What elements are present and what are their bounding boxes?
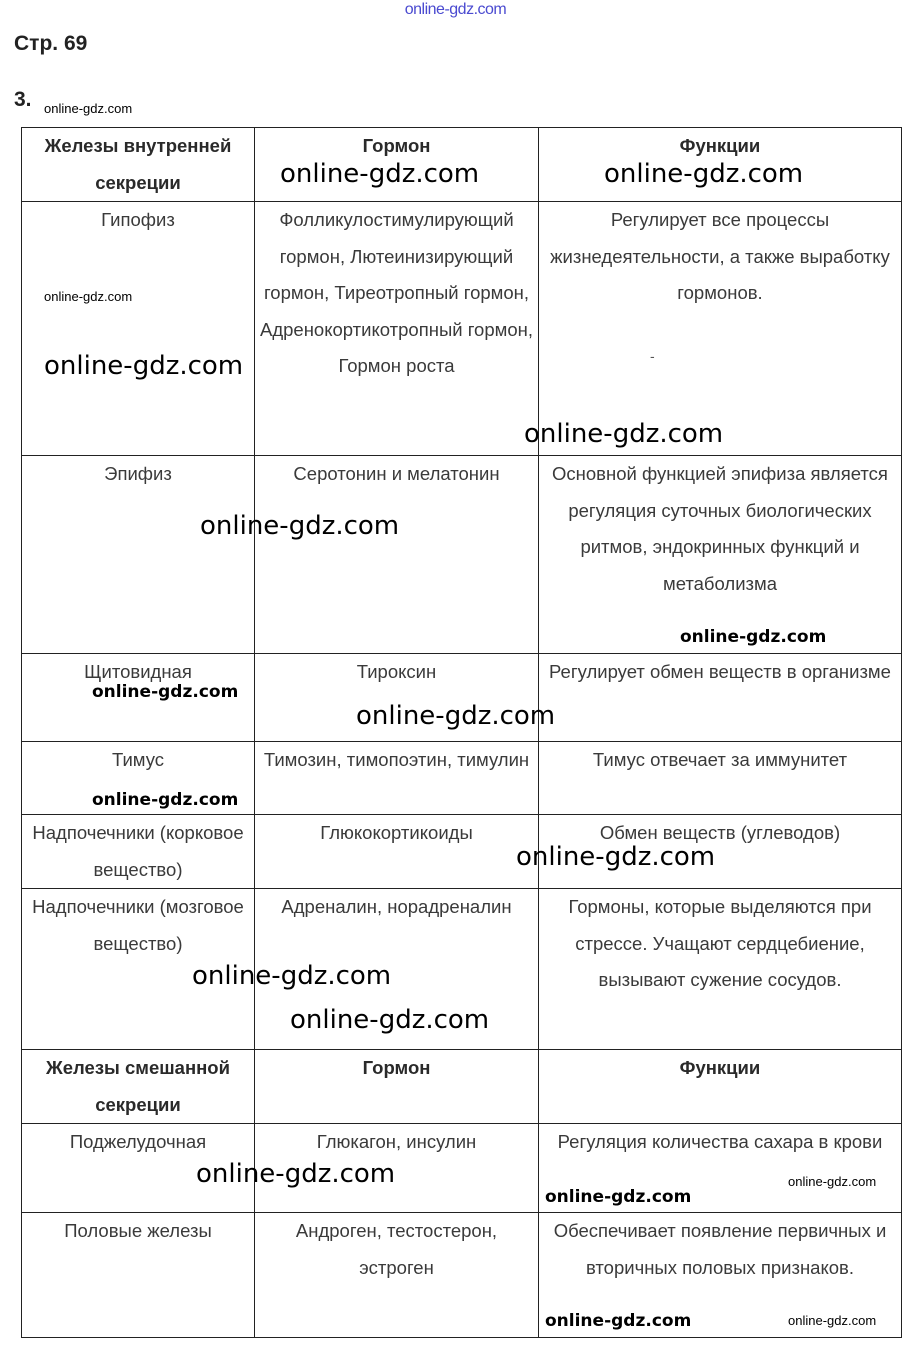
watermark: online-gdz.com xyxy=(545,1187,692,1207)
watermark: online-gdz.com xyxy=(44,289,133,304)
watermark: online-gdz.com xyxy=(44,351,244,381)
cell-hormone: Серотонин и мелатонин xyxy=(255,456,539,654)
watermark: online-gdz.com xyxy=(200,511,400,541)
table-row xyxy=(22,815,902,889)
top-watermark: online-gdz.com xyxy=(404,1,507,18)
watermark: online-gdz.com xyxy=(356,701,556,731)
table-row xyxy=(22,202,902,456)
glands-table xyxy=(21,127,902,1338)
cell-gland: Поджелудочная xyxy=(22,1124,255,1213)
watermark: online-gdz.com xyxy=(280,159,480,189)
table-row xyxy=(22,1213,902,1338)
cell-function: Обеспечивает появление первичных и вторичных половых признаков. xyxy=(539,1213,902,1338)
table-row xyxy=(22,1124,902,1213)
cell-hormone: Глюкагон, инсулин xyxy=(255,1124,539,1213)
cell-gland: Надпочечники (корковое вещество) xyxy=(22,815,255,889)
cell-hormone: Андроген, тестостерон, эстроген xyxy=(255,1213,539,1338)
watermark: online-gdz.com xyxy=(516,842,716,872)
cell-gland: Гипофиз xyxy=(22,202,255,456)
stray-mark: - xyxy=(650,348,655,364)
cell-hormone: Глюкокортикоиды xyxy=(255,815,539,889)
cell-gland: Надпочечники (мозговое вещество) xyxy=(22,889,255,1050)
header-gland: Железы смешанной секреции xyxy=(22,1050,255,1124)
cell-hormone: Тироксин xyxy=(255,654,539,742)
watermark: online-gdz.com xyxy=(545,1311,692,1331)
watermark: online-gdz.com xyxy=(290,1005,490,1035)
cell-gland: Тимус xyxy=(22,742,255,815)
cell-function: Тимус отвечает за иммунитет xyxy=(539,742,902,815)
table-row xyxy=(22,456,902,654)
cell-function: Регуляция количества сахара в крови xyxy=(539,1124,902,1213)
header-hormone: Гормон xyxy=(255,1050,539,1124)
watermark: online-gdz.com xyxy=(92,682,239,702)
cell-function: Регулирует все процессы жизнедеятельности, а также выработку гормонов. xyxy=(539,202,902,456)
header-function: Функции xyxy=(539,1050,902,1124)
table-header-row xyxy=(22,1050,902,1124)
cell-gland: Эпифиз xyxy=(22,456,255,654)
page-label: Стр. 69 xyxy=(14,32,88,55)
watermark: online-gdz.com xyxy=(788,1174,877,1189)
cell-gland: Щитовидная xyxy=(22,654,255,742)
cell-function: Гормоны, которые выделяются при стрессе. Учащают сердцебиение, вызывают сужение сосудов. xyxy=(539,889,902,1050)
watermark: online-gdz.com xyxy=(92,790,239,810)
cell-function: Основной функцией эпифиза является регуляция суточных биологических ритмов, эндокринных функций и метаболизма xyxy=(539,456,902,654)
cell-function: Регулирует обмен веществ в организме xyxy=(539,654,902,742)
cell-gland: Половые железы xyxy=(22,1213,255,1338)
watermark: online-gdz.com xyxy=(196,1159,396,1189)
task-number: 3. xyxy=(14,88,32,111)
header-gland: Железы внутренней секреции xyxy=(22,128,255,202)
cell-hormone: Фолликулостимулирующий гормон, Лютеинизирующий гормон, Тиреотропный гормон, Адренокортикотропный гормон, Гормон роста xyxy=(255,202,539,456)
watermark: online-gdz.com xyxy=(680,627,827,647)
watermark: online-gdz.com xyxy=(524,419,724,449)
header-hormone: Гормон xyxy=(255,128,539,202)
cell-hormone: Тимозин, тимопоэтин, тимулин xyxy=(255,742,539,815)
cell-function: Обмен веществ (углеводов) xyxy=(539,815,902,889)
watermark: online-gdz.com xyxy=(604,159,804,189)
cell-hormone: Адреналин, норадреналин xyxy=(255,889,539,1050)
header-function: Функции xyxy=(539,128,902,202)
watermark: online-gdz.com xyxy=(788,1313,877,1328)
watermark: online-gdz.com xyxy=(192,961,392,991)
watermark: online-gdz.com xyxy=(44,101,133,116)
